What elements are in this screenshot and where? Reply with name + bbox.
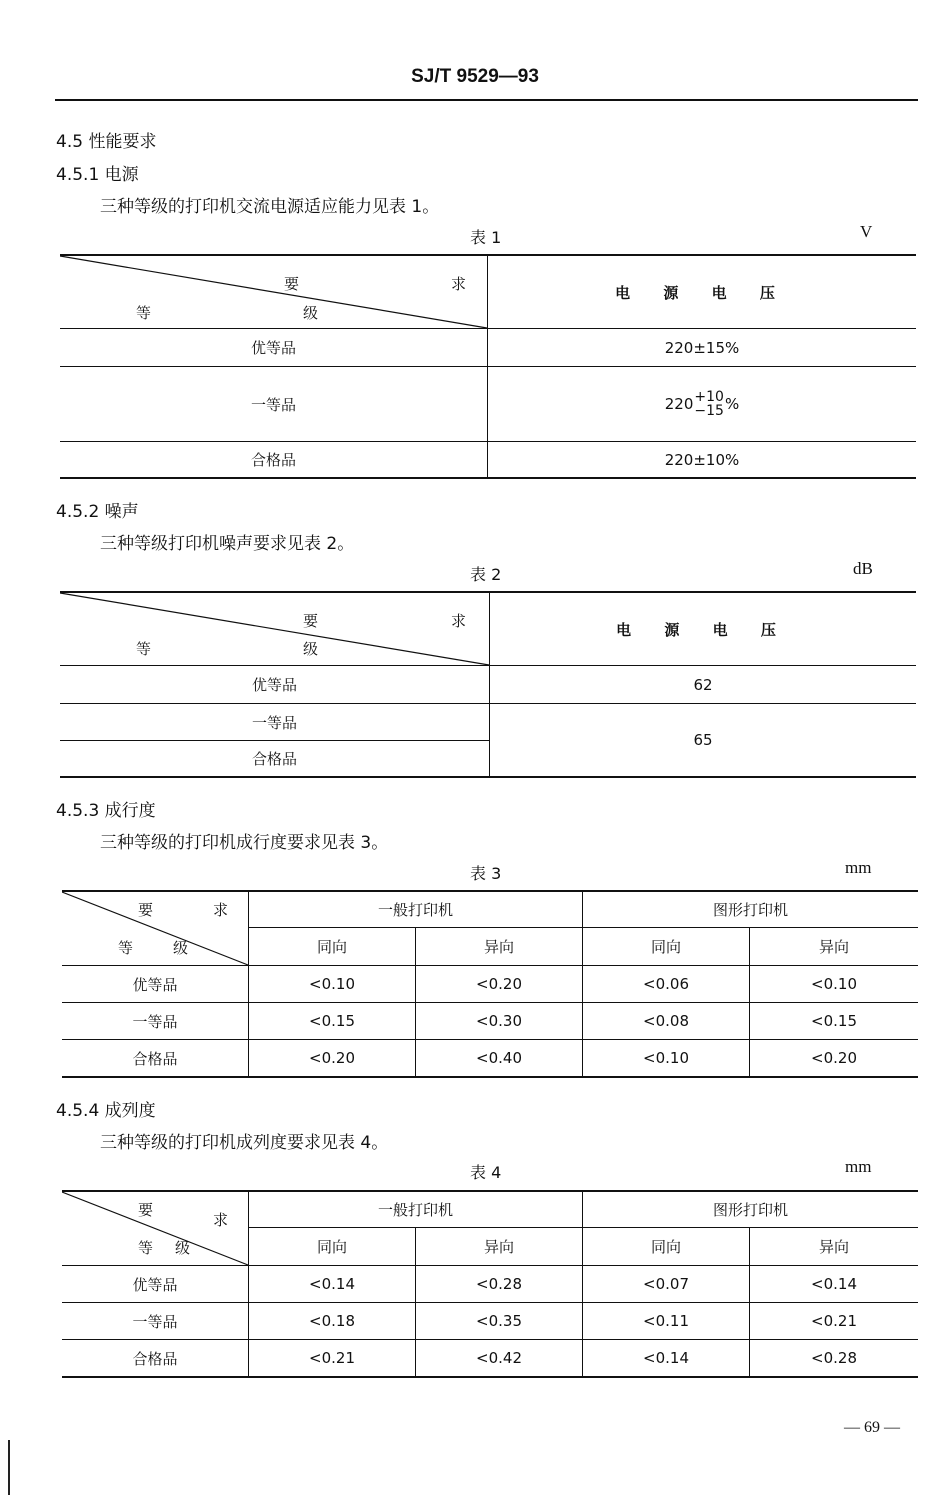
table2-caption: 表 2 — [470, 565, 502, 584]
table2-corner-top2: 求 — [451, 612, 467, 630]
table3-cell: <0.20 — [309, 1049, 355, 1067]
table1-row2-value — [488, 367, 916, 441]
table2-unit: dB — [853, 559, 873, 578]
table4-cell: <0.18 — [309, 1312, 355, 1330]
table3-row-grade: 一等品 — [132, 1012, 178, 1031]
table4-corner-top: 要 — [138, 1201, 154, 1219]
table4-row-grade: 一等品 — [132, 1312, 178, 1331]
table1-caption: 表 1 — [470, 228, 502, 247]
table1-unit: V — [860, 222, 873, 241]
table3-corner-left: 等 — [118, 939, 134, 957]
table1-row3-grade: 合格品 — [250, 451, 296, 469]
section-4-5-title: 4.5 性能要求 — [56, 132, 157, 152]
table4-corner-bottom: 级 — [175, 1239, 191, 1257]
section-4-5-3-text: 三种等级的打印机成行度要求见表 3。 — [100, 833, 389, 853]
table1-row3-value: 220±10% — [664, 450, 740, 469]
table3-corner-bottom: 级 — [173, 939, 189, 957]
table4-cell: <0.21 — [811, 1312, 857, 1330]
table2-corner-bottom: 级 — [303, 640, 319, 658]
section-4-5-2-title: 4.5.2 噪声 — [56, 502, 139, 522]
table1-row1-grade: 优等品 — [250, 339, 296, 357]
table4-caption: 表 4 — [470, 1163, 502, 1182]
table3-cell: <0.20 — [476, 975, 522, 993]
table4-cell: <0.11 — [643, 1312, 689, 1330]
table3-cell: <0.10 — [643, 1049, 689, 1067]
table2-merged-value: 65 — [693, 731, 713, 749]
section-4-5-3-title: 4.5.3 成行度 — [56, 801, 156, 821]
table1-row2-minus: −15 — [694, 403, 724, 419]
table3-sub-header: 异向 — [818, 938, 849, 956]
table4-cell: <0.28 — [811, 1349, 857, 1367]
document-code: SJ/T 9529—93 — [411, 66, 539, 87]
table2-corner-left: 等 — [136, 640, 152, 658]
table3-corner-top: 要 — [138, 901, 154, 919]
table4-cell: <0.14 — [643, 1349, 689, 1367]
table1-row2-plus: +10 — [694, 389, 724, 405]
section-4-5-1-title: 4.5.1 电源 — [56, 165, 139, 185]
table2-row3-grade: 合格品 — [251, 750, 297, 768]
table1-row2-base: 220 — [664, 395, 694, 413]
table1-row1-value: 220±15% — [664, 338, 740, 357]
table2-row1-grade: 优等品 — [251, 676, 297, 694]
table4-sub-header: 异向 — [483, 1238, 514, 1256]
table1-row2-suffix: % — [724, 395, 740, 413]
table3-corner-top2: 求 — [213, 901, 229, 919]
header-rule — [55, 99, 918, 101]
section-4-5-1-text: 三种等级的打印机交流电源适应能力见表 1。 — [100, 197, 440, 217]
table1-corner-diagonal — [60, 255, 488, 329]
table2-corner-diagonal — [60, 592, 490, 666]
binding-mark — [8, 1440, 10, 1495]
table3-cell: <0.30 — [476, 1012, 522, 1030]
table3-row-grade: 合格品 — [132, 1049, 178, 1068]
table3-cell: <0.10 — [309, 975, 355, 993]
table3-row-grade: 优等品 — [132, 975, 178, 994]
table1-corner-left: 等 — [136, 304, 152, 322]
table4-cell: <0.14 — [309, 1275, 355, 1293]
table4-unit: mm — [845, 1157, 872, 1176]
table1-corner-top2: 求 — [451, 275, 467, 293]
table3-cell: <0.10 — [811, 975, 857, 993]
table3-cell: <0.08 — [643, 1012, 689, 1030]
table3-sub-header: 异向 — [483, 938, 514, 956]
table3-cell: <0.40 — [476, 1049, 522, 1067]
table1-corner-top: 要 — [284, 275, 300, 293]
table4-sub-header: 同向 — [650, 1238, 681, 1256]
table4-group-graphic: 图形打印机 — [712, 1201, 788, 1219]
table3-unit: mm — [845, 858, 872, 877]
table2-row2-grade: 一等品 — [251, 713, 297, 732]
table2-corner-top: 要 — [303, 612, 319, 630]
table2-row1-value: 62 — [693, 675, 713, 694]
table1-row2-grade: 一等品 — [250, 395, 296, 414]
table4-cell: <0.21 — [309, 1349, 355, 1367]
table3-cell: <0.06 — [643, 975, 689, 993]
section-4-5-4-title: 4.5.4 成列度 — [56, 1101, 156, 1121]
table3-sub-header: 同向 — [316, 938, 347, 956]
table3-cell: <0.15 — [811, 1012, 857, 1030]
page-number: — 69 — — [844, 1419, 900, 1436]
table4-cell: <0.07 — [643, 1275, 689, 1293]
table3-caption: 表 3 — [470, 864, 502, 883]
table4-cell: <0.42 — [476, 1349, 522, 1367]
table4-sub-header: 同向 — [316, 1238, 347, 1256]
table4-row-grade: 合格品 — [132, 1349, 178, 1368]
table3-group-graphic: 图形打印机 — [712, 901, 788, 919]
table3-cell: <0.15 — [309, 1012, 355, 1030]
table4-corner-top2: 求 — [213, 1211, 229, 1229]
table1-corner-bottom: 级 — [303, 304, 319, 322]
table2-column-header: 电 源 电 压 — [616, 620, 790, 639]
table3-cell: <0.20 — [811, 1049, 857, 1067]
table4-corner-left: 等 — [138, 1239, 154, 1257]
table1-column-header: 电 源 电 压 — [615, 283, 789, 302]
table4-group-general: 一般打印机 — [377, 1201, 453, 1219]
section-4-5-2-text: 三种等级打印机噪声要求见表 2。 — [100, 534, 355, 554]
table4-row-grade: 优等品 — [132, 1275, 178, 1294]
table4-sub-header: 异向 — [818, 1238, 849, 1256]
section-4-5-4-text: 三种等级的打印机成列度要求见表 4。 — [100, 1133, 389, 1153]
table4-cell: <0.14 — [811, 1275, 857, 1293]
table3-group-general: 一般打印机 — [377, 901, 453, 919]
table3-sub-header: 同向 — [650, 938, 681, 956]
table4-cell: <0.35 — [476, 1312, 522, 1330]
table4-cell: <0.28 — [476, 1275, 522, 1293]
